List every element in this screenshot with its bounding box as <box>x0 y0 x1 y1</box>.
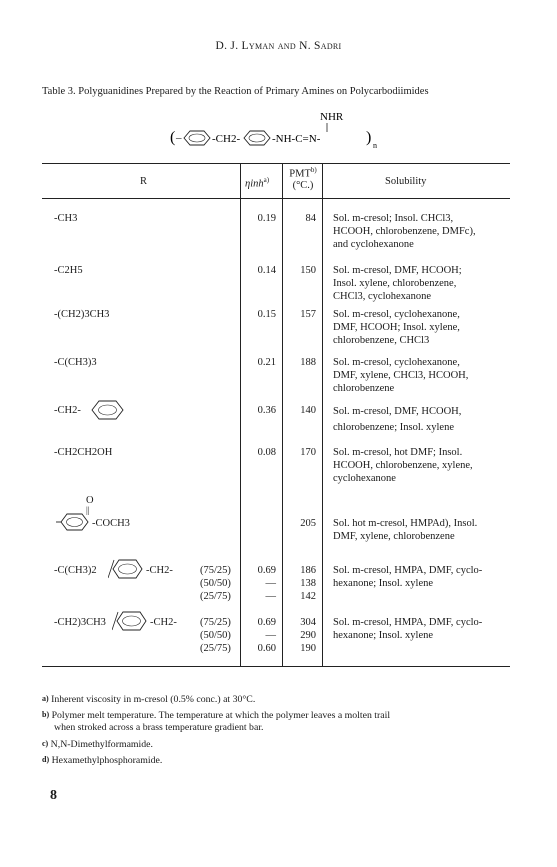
column-header-pmt: PMT$^{b)}$ (°C.) <box>289 166 317 191</box>
benzene-ring-icon <box>184 131 210 145</box>
row-solubility: Sol. m-cresol, cyclohexanone, DMF, HCOOH; Insol. xylene, chlorobenzene, CHCl3 <box>333 309 460 346</box>
row-solubility: Sol. m-cresol, HMPA, DMF, cyclo- hexanone; Insol. xylene <box>333 565 483 589</box>
formula-right: -NH-C=N- <box>272 133 321 145</box>
footnote: c) N,N-Dimethylformamide. <box>42 739 153 750</box>
benzene-ring-icon <box>108 556 148 582</box>
page-number: 8 <box>50 788 57 803</box>
running-header: D. J. Lyman and N. Sadri <box>215 40 342 52</box>
row-pmt: 140 <box>300 405 316 416</box>
row-r: -CH2- <box>54 405 81 416</box>
row-r: -CH2CH2OH <box>54 447 113 458</box>
row-eta: 0.69 — 0.60 <box>257 617 276 654</box>
row-pmt: 304 290 190 <box>300 617 316 654</box>
row-r: -C(CH3)3 <box>54 357 97 368</box>
svg-text:): ) <box>366 129 372 146</box>
row-pmt: 170 <box>300 447 316 458</box>
row-solubility: Sol. hot m-cresol, HMPAd), Insol. DMF, xylene, chlorobenzene <box>333 518 478 542</box>
row-pmt: 205 <box>300 518 316 529</box>
row-r-right: -CH2- <box>150 617 177 628</box>
footnote: b) Polymer melt temperature. The temperature at which the polymer leaves a molten trail <box>42 710 391 721</box>
row-eta: 0.21 <box>257 357 276 368</box>
footnote: a) Inherent viscosity in m-cresol (0.5% conc.) at 30°C. <box>42 694 256 705</box>
row-eta: 0.14 <box>257 265 276 276</box>
row-r-left: -C(CH3)2 <box>54 565 97 576</box>
row-pmt: 186 138 142 <box>300 565 316 602</box>
table-bottom-rule <box>42 666 510 667</box>
polymer-repeat-unit-formula <box>170 108 410 158</box>
row-r: -COCH3 <box>92 518 130 529</box>
benzene-ring-icon <box>56 510 92 534</box>
row-solubility: Sol. m-cresol, DMF, HCOOH; Insol. xylene, chlorobenzene, CHCl3, cyclohexanone <box>333 265 462 302</box>
formula-mid: -CH2- <box>212 133 241 145</box>
row-eta: 0.36 <box>257 405 276 416</box>
table-top-rule <box>42 163 510 164</box>
row-ratios: (75/25) (50/50) (25/75) <box>200 617 231 654</box>
svg-text:(: ( <box>170 129 176 146</box>
row-pmt: 157 <box>300 309 316 320</box>
row-r: -CH3 <box>54 213 78 224</box>
row-eta: 0.19 <box>257 213 276 224</box>
svg-text:–: – <box>176 132 182 144</box>
footnote: when stroked across a brass temperature gradient bar. <box>54 722 264 733</box>
column-header-r: R <box>140 176 148 187</box>
footnote: d) Hexamethylphosphoramide. <box>42 755 163 766</box>
row-solubility: Sol. m-cresol, cyclohexanone, DMF, xylene, CHCl3, HCOOH, chlorobenzene <box>333 357 469 394</box>
row-r: -C2H5 <box>54 265 83 276</box>
row-eta: 0.15 <box>257 309 276 320</box>
row-r-left: -CH2)3CH3 <box>54 617 106 628</box>
row-pmt: 84 <box>305 213 316 224</box>
row-r: -(CH2)3CH3 <box>54 309 110 320</box>
row-ratios: (75/25) (50/50) (25/75) <box>200 565 231 602</box>
column-header-viscosity: ηinh$^{a)}$ <box>245 176 270 190</box>
benzene-ring-icon <box>112 608 152 634</box>
row-solubility: Sol. m-cresol, hot DMF; Insol. HCOOH, chlorobenzene, xylene, cyclohexanone <box>333 447 473 484</box>
table-caption: Table 3. Polyguanidines Prepared by the Reaction of Primary Amines on Polycarbodiimides <box>42 86 429 97</box>
benzene-ring-icon <box>90 398 126 422</box>
row-pmt: 150 <box>300 265 316 276</box>
row-pmt: 188 <box>300 357 316 368</box>
column-header-solubility: Solubility <box>385 176 427 187</box>
row-solubility: Sol. m-cresol, DMF, HCOOH, chlorobenzene; Insol. xylene <box>333 406 462 433</box>
benzene-ring-icon <box>244 131 270 145</box>
row-solubility: Sol. m-cresol; Insol. CHCl3, HCOOH, chlorobenzene, DMFc), and cyclohexanone <box>333 213 476 250</box>
row-r-right: -CH2- <box>146 565 173 576</box>
table-header-rule <box>42 198 510 199</box>
svg-text:n: n <box>373 141 377 150</box>
row-eta: 0.69 — — <box>257 565 276 602</box>
row-eta: 0.08 <box>257 447 276 458</box>
row-solubility: Sol. m-cresol, HMPA, DMF, cyclo- hexanone; Insol. xylene <box>333 617 483 641</box>
formula-nhr: NHR <box>320 111 344 123</box>
